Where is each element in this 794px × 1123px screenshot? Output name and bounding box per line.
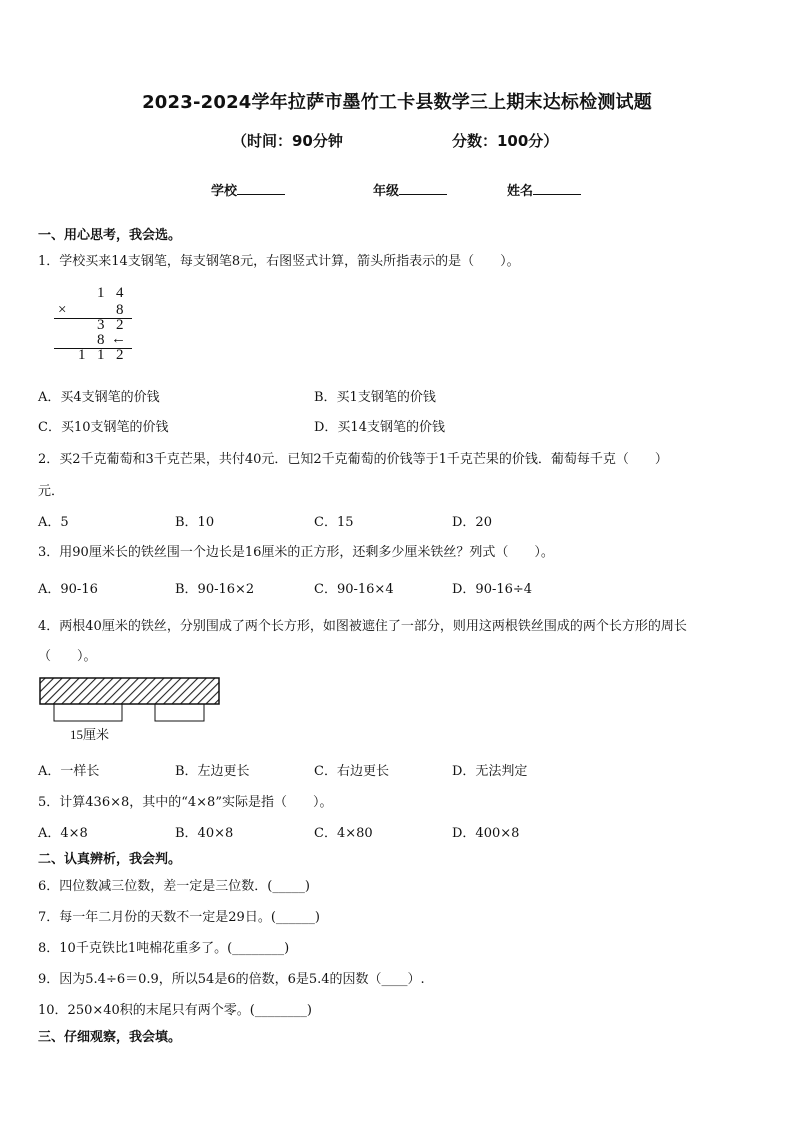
page-title: 2023-2024学年拉萨市墨竹工卡县数学三上期末达标检测试题 bbox=[142, 92, 652, 113]
calc-digit: 2 bbox=[116, 347, 124, 363]
question-7: 7．每一年二月份的天数不一定是29日。(______) bbox=[38, 910, 320, 925]
question-1: 1．学校买来14支钢笔，每支钢笔8元，右图竖式计算，箭头所指表示的是（ ）。 bbox=[38, 254, 520, 269]
question-4: 4．两根40厘米的铁丝，分别围成了两个长方形，如图被遮住了一部分，则用这两根铁丝围成的两个长方形的周长 bbox=[38, 619, 687, 634]
name-field[interactable] bbox=[507, 180, 581, 199]
question-3: 3．用90厘米长的铁丝围一个边长是16厘米的正方形，还剩多少厘米铁丝？列式（ ）。 bbox=[38, 545, 554, 560]
calc-digit: 4 bbox=[116, 285, 124, 301]
question-2-cont: 元． bbox=[38, 484, 65, 499]
right-rectangle bbox=[155, 702, 204, 721]
question-5: 5．计算436×8，其中的“4×8”实际是指（ ）。 bbox=[38, 795, 333, 810]
q4-option-d[interactable]: D．无法判定 bbox=[452, 764, 528, 779]
school-field[interactable] bbox=[211, 180, 285, 199]
q3-option-a[interactable]: A．90-16 bbox=[38, 582, 98, 597]
calc-digit: 8 bbox=[97, 332, 105, 348]
grade-blank[interactable] bbox=[399, 182, 447, 195]
section-2-heading: 二、认真辨析，我会判。 bbox=[38, 852, 182, 867]
q1-option-d[interactable]: D．买14支钢笔的价钱 bbox=[314, 420, 445, 435]
school-label: 学校 bbox=[211, 184, 238, 199]
q3-option-d[interactable]: D．90-16÷4 bbox=[452, 582, 533, 597]
figure-label: 15厘米 bbox=[70, 727, 110, 742]
section-3-heading: 三、仔细观察，我会填。 bbox=[38, 1030, 182, 1045]
arrow-icon: ← bbox=[111, 331, 126, 347]
q5-option-c[interactable]: C．4×80 bbox=[314, 826, 373, 841]
q3-option-b[interactable]: B．90-16×2 bbox=[175, 582, 255, 597]
name-label: 姓名 bbox=[507, 184, 534, 199]
question-4-cont: （ ）。 bbox=[38, 649, 97, 664]
cover-board bbox=[40, 678, 219, 704]
exam-score: 分数：100分） bbox=[452, 132, 559, 150]
q4-option-b[interactable]: B．左边更长 bbox=[175, 764, 250, 779]
q2-option-a[interactable]: A．5 bbox=[38, 515, 69, 530]
times-sign: × bbox=[58, 302, 67, 318]
q2-option-b[interactable]: B．10 bbox=[175, 515, 215, 530]
calc-digit: 2 bbox=[116, 317, 124, 333]
q5-option-b[interactable]: B．40×8 bbox=[175, 826, 234, 841]
section-1-heading: 一、用心思考，我会选。 bbox=[38, 228, 182, 243]
question-8: 8．10千克铁比1吨棉花重多了。(________) bbox=[38, 941, 290, 956]
q1-option-b[interactable]: B．买1支钢笔的价钱 bbox=[314, 390, 436, 405]
question-10: 10．250×40积的末尾只有两个零。(________) bbox=[38, 1003, 312, 1018]
question-9: 9．因为5.4÷6＝0.9，所以54是6的倍数，6是5.4的因数（____）. bbox=[38, 972, 425, 987]
name-blank[interactable] bbox=[533, 182, 581, 195]
calc-digit: 3 bbox=[97, 317, 105, 333]
q1-option-a[interactable]: A．买4支钢笔的价钱 bbox=[38, 390, 160, 405]
q2-option-c[interactable]: C．15 bbox=[314, 515, 354, 530]
left-rectangle bbox=[54, 702, 122, 721]
calc-digit: 1 bbox=[78, 347, 86, 363]
q4-option-a[interactable]: A．一样长 bbox=[38, 764, 100, 779]
calc-digit: 1 bbox=[97, 347, 105, 363]
grade-label: 年级 bbox=[373, 184, 400, 199]
q5-option-a[interactable]: A．4×8 bbox=[38, 826, 88, 841]
q4-option-c[interactable]: C．右边更长 bbox=[314, 764, 389, 779]
calc-digit: 8 bbox=[116, 302, 124, 318]
question-6: 6．四位数减三位数，差一定是三位数．(_____) bbox=[38, 879, 310, 894]
grade-field[interactable] bbox=[373, 180, 447, 199]
exam-time: （时间：90分钟 bbox=[232, 132, 343, 150]
q5-option-d[interactable]: D．400×8 bbox=[452, 826, 520, 841]
q3-option-c[interactable]: C．90-16×4 bbox=[314, 582, 394, 597]
rectangles-figure bbox=[38, 676, 224, 746]
school-blank[interactable] bbox=[237, 182, 285, 195]
calc-digit: 1 bbox=[97, 285, 105, 301]
question-2: 2．买2千克葡萄和3千克芒果，共付40元．已知2千克葡萄的价钱等于1千克芒果的价钱．葡萄每千克（ ） bbox=[38, 452, 668, 467]
q2-option-d[interactable]: D．20 bbox=[452, 515, 492, 530]
q1-option-c[interactable]: C．买10支钢笔的价钱 bbox=[38, 420, 169, 435]
